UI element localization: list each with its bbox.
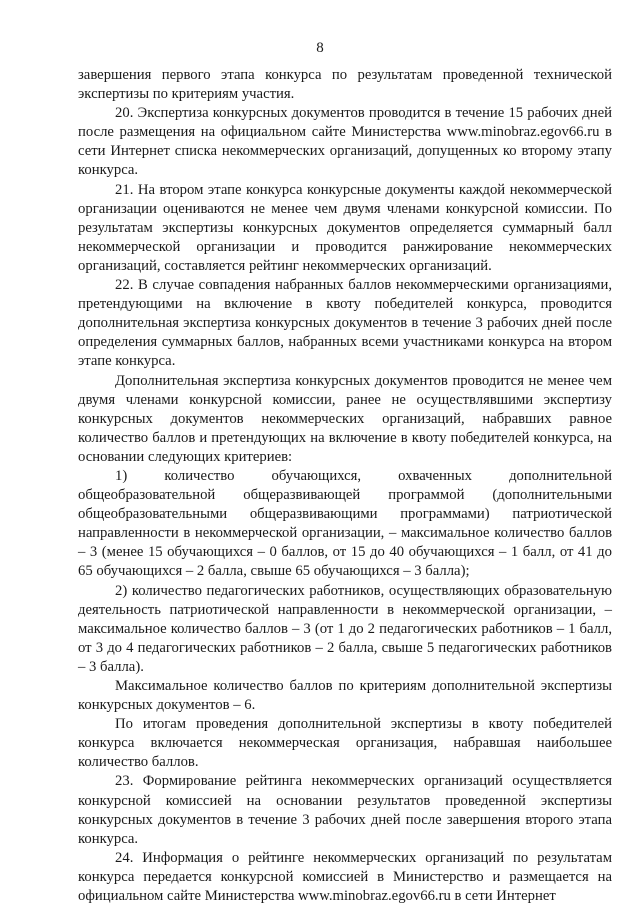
criterion-2: 2) количество педагогических работников, осуществляющих образовательную деятельность патриотической направленности в некоммерческой организации, – максимальное количество баллов – 3 (от 1 до 2 педагогических работников – 1 балл, от 3 до 4 педагогических работников – 2 балла, свыше 5 педагогических работников – 3 балла). [78,582,612,675]
paragraph-20: 20. Экспертиза конкурсных документов проводится в течение 15 рабочих дней после размещения на официальном сайте Министерства www.minobraz.egov66.ru в сети Интернет списка некоммерческих организаций, допущенных ко второму этапу конкурса. [78,105,612,179]
paragraph-24: 24. Информация о рейтинге некоммерческих организаций по результатам конкурса передается конкурсной комиссией в Министерство и размещается на официальном сайте Министерства www.minobraz.egov66.ru в сети Интернет [78,849,612,905]
paragraph-additional-expertise: Дополнительная экспертиза конкурсных документов проводится не менее чем двумя членами конкурсной комиссии, ранее не осуществлявшими экспертизу конкурсных документов некоммерческих организаций, набравших равное количество баллов и претендующих на включение в квоту победителей конкурса, на основании следующих критериев: [78,372,612,465]
paragraph-continuation: завершения первого этапа конкурса по результатам проведенной технической экспертизы по критериям участия. [78,67,612,103]
paragraph-21: 21. На втором этапе конкурса конкурсные документы каждой некоммерческой организации оцениваются не менее чем двумя членами конкурсной комиссии. По результатам экспертизы конкурсных документов определяется суммарный балл некоммерческой организации и проводится ранжирование некоммерческих организаций, составляется рейтинг некоммерческих организаций. [78,181,612,274]
criterion-1: 1) количество обучающихся, охваченных дополнительной общеобразовательной общеразвивающей программой (дополнительными общеобразовательными общеразвивающими программами) патриотической направленности в некоммерческой организации, – максимальное количество баллов – 3 (менее 15 обучающихся – 0 баллов, от 15 до 40 обучающихся – 1 балл, от 41 до 65 обучающихся – 2 балла, свыше 65 обучающихся – 3 балла); [78,467,612,580]
paragraph-23: 23. Формирование рейтинга некоммерческих организаций осуществляется конкурсной комиссией на основании результатов проведенной экспертизы конкурсных документов в течение 3 рабочих дней после завершения второго этапа конкурса. [78,773,612,847]
paragraph-22: 22. В случае совпадения набранных баллов некоммерческими организациями, претендующими на включение в квоту победителей конкурса, проводится дополнительная экспертиза конкурсных документов в течение 3 рабочих дней после определения суммарных баллов, набранных всеми участниками конкурса на втором этапе конкурса. [78,277,612,370]
paragraph-results: По итогам проведения дополнительной экспертизы в квоту победителей конкурса включается некоммерческая организация, набравшая наибольшее количество баллов. [78,716,612,771]
page-number: 8 [316,40,324,56]
body-text [78,66,612,906]
paragraph-max-points: Максимальное количество баллов по критериям дополнительной экспертизы конкурсных документов – 6. [78,678,612,714]
